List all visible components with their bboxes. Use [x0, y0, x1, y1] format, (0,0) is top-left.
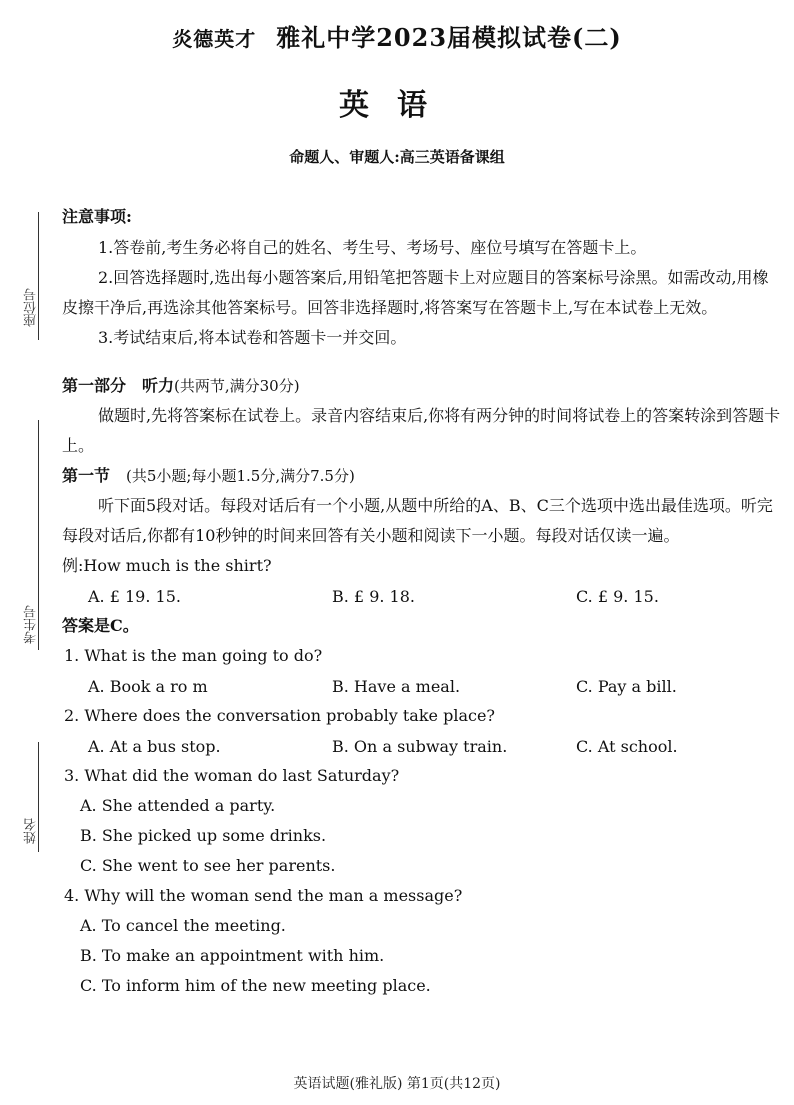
notice-item: 1.答卷前,考生务必将自己的姓名、考生号、考场号、座位号填写在答题卡上。	[98, 238, 647, 257]
author-line: 命题人、审题人:高三英语备课组	[289, 148, 505, 166]
option-b: B. On a subway train.	[332, 736, 508, 756]
margin-label-seat: 座位号	[24, 288, 39, 327]
question-2: 2. Where does the conversation probably take place?	[64, 706, 495, 725]
exam-header	[0, 18, 794, 53]
option-c: C. At school.	[576, 736, 678, 756]
example-options	[62, 581, 782, 611]
option-b: B. To make an appointment with him.	[80, 946, 385, 965]
example-question: 例:How much is the shirt?	[62, 556, 272, 575]
option-c: C. To inform him of the new meeting place.	[80, 976, 431, 995]
part1-title-text: 第一部分 听力	[62, 376, 175, 395]
option-b: B. She picked up some drinks.	[80, 826, 327, 845]
section1-intro: 听下面5段对话。每段对话后有一个小题,从题中所给的A、B、C三个选项中选出最佳选项。听完每段对话后,你都有10秒钟的时间来回答有关小题和阅读下一小题。每段对话仅读一遍。	[62, 496, 773, 545]
option-c: C. Pay a bill.	[576, 676, 677, 696]
part1-intro: 做题时,先将答案标在试卷上。录音内容结束后,你将有两分钟的时间将试卷上的答案转涂到答题卡上。	[62, 406, 781, 455]
section1-note: (共5小题;每小题1.5分,满分7.5分)	[126, 467, 355, 485]
subject-title: 英语	[339, 88, 455, 123]
question-3: 3. What did the woman do last Saturday?	[64, 766, 400, 785]
question-2-options	[62, 731, 782, 761]
example-option-c: C. £ 9. 15.	[576, 586, 659, 606]
question-1: 1. What is the man going to do?	[64, 646, 323, 665]
option-a: A. At a bus stop.	[88, 736, 221, 756]
section1-title	[62, 461, 782, 491]
margin-label-name: 姓名	[24, 818, 39, 844]
brand-name: 炎德英才	[172, 27, 257, 51]
notice-title: 注意事项:	[62, 207, 132, 226]
question-1-options	[62, 671, 782, 701]
example-option-a: A. £ 19. 15.	[88, 586, 181, 606]
exam-content	[62, 200, 782, 1001]
question-4: 4. Why will the woman send the man a message?	[64, 886, 463, 905]
option-b: B. Have a meal.	[332, 676, 461, 696]
example-answer: 答案是C。	[62, 616, 139, 635]
option-a: A. To cancel the meeting.	[80, 916, 286, 935]
notice-item: 3.考试结束后,将本试卷和答题卡一并交回。	[98, 328, 407, 347]
part1-note: (共两节,满分30分)	[174, 377, 300, 395]
section1-title-text: 第一节	[62, 466, 111, 485]
page-footer: 英语试题(雅礼版) 第1页(共12页)	[293, 1076, 501, 1092]
option-a: A. Book a ro m	[88, 676, 208, 696]
option-c: C. She went to see her parents.	[80, 856, 336, 875]
option-a: A. She attended a party.	[80, 796, 276, 815]
margin-label-exam-id: 考生号	[24, 605, 39, 644]
part1-title	[62, 371, 782, 401]
exam-title: 雅礼中学2023届模拟试卷(二)	[276, 23, 622, 52]
example-option-b: B. £ 9. 18.	[332, 586, 415, 606]
notice-item: 2.回答选择题时,选出每小题答案后,用铅笔把答题卡上对应题目的答案标号涂黑。如需改动,用橡皮擦干净后,再选涂其他答案标号。回答非选择题时,将答案写在答题卡上,写在本试卷上无效。	[62, 268, 769, 317]
